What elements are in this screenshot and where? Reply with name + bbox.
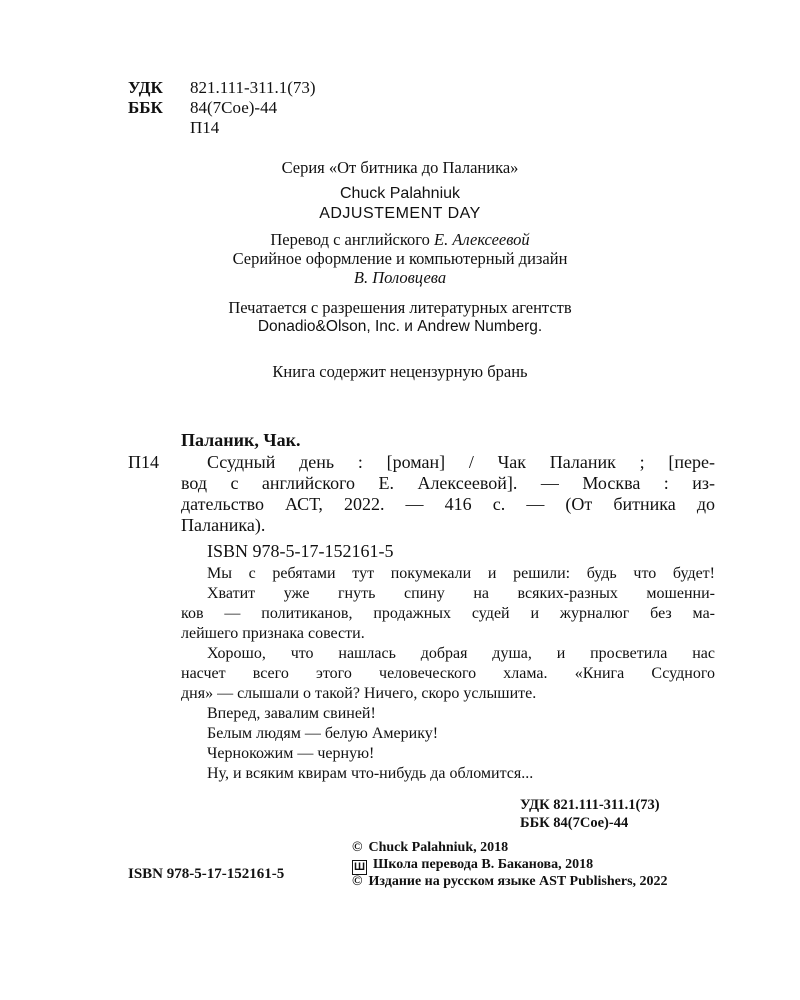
permission-line-1: Печатается с разрешения литературных агентств: [228, 298, 572, 317]
author-mark: [190, 118, 219, 138]
catalog-line-1: Ссудный день : [роман] / Чак Паланик ; [пере-: [207, 452, 715, 472]
translation-label: Перевод с английского: [270, 230, 430, 249]
copyright-edition: [352, 874, 668, 890]
bottom-bbk: ББК 84(7Сое)-44: [520, 815, 629, 831]
annotation-line: лейшего признака совести.: [181, 625, 365, 642]
udk-row: [128, 78, 316, 98]
annotation-line: Хорошо, что нашлась добрая душа, и просветила нас: [207, 645, 715, 662]
translation-credit: [0, 230, 800, 250]
catalog-line-3: дательство АСТ, 2022. — 416 с. — (От битника до: [181, 494, 715, 514]
copyright-icon: ©: [352, 874, 363, 889]
isbn-bottom: ISBN 978-5-17-152161-5: [128, 866, 285, 882]
annotation-line: ков — политиканов, продажных судей и журналюг без ма-: [181, 605, 715, 622]
original-author: Chuck Palahniuk: [339, 185, 461, 202]
annotation-line: Белым людям — белую Америку!: [207, 725, 439, 742]
designer-name: В. Половцева: [353, 268, 447, 287]
catalog-mark: П14: [128, 452, 159, 472]
annotation-line: Чернокожим — черную!: [207, 745, 375, 762]
bbk-value: 84(7Сое)-44: [190, 98, 278, 117]
copyright-author-text: Chuck Palahniuk, 2018: [368, 840, 509, 855]
design-label: Серийное оформление и компьютерный дизайн: [232, 249, 568, 268]
annotation-line: Мы с ребятами тут покумекали и решили: будь что будет!: [207, 565, 715, 582]
original-title: ADJUSTEMENT DAY: [319, 205, 481, 222]
permission-line-2: Donadio&Olson, Inc. и Andrew Numberg.: [257, 318, 543, 335]
annotation-line: дня» — слышали о такой? Ничего, скоро услышите.: [181, 685, 537, 702]
catalog-line-4: Паланика).: [181, 515, 266, 535]
annotation-line: Хватит уже гнуть спину на всяких-разных мошенни-: [207, 585, 715, 602]
author-mark-text: П14: [190, 118, 220, 137]
copyright-author: [352, 840, 508, 856]
annotation-line: Вперед, завалим свиней!: [207, 705, 376, 722]
bbk-row: [128, 98, 277, 118]
content-warning: Книга содержит нецензурную брань: [272, 362, 528, 381]
udk-value: 821.111-311.1(73): [190, 78, 316, 97]
annotation-line: Ну, и всяким квирам что-нибудь да обломится...: [207, 765, 534, 782]
annotation-line: насчет всего этого человеческого хлама. «Книга Ссудного: [181, 665, 715, 682]
publisher-logo-icon: Ш: [353, 861, 366, 873]
copyright-translation: [352, 857, 593, 875]
bottom-udk: УДК 821.111-311.1(73): [520, 797, 660, 813]
copyright-translation-text: Школа перевода В. Баканова, 2018: [373, 857, 594, 872]
udk-label: УДК: [128, 78, 163, 97]
catalog-line-2: вод с английского Е. Алексеевой]. — Москва : из-: [181, 473, 715, 493]
copyright-edition-text: Издание на русском языке AST Publishers, 2022: [368, 874, 668, 889]
catalog-heading: Паланик, Чак.: [181, 430, 301, 450]
bbk-label: ББК: [128, 98, 163, 117]
translator-name: Е. Алексеевой: [434, 230, 530, 249]
copyright-icon: ©: [352, 840, 363, 855]
catalog-isbn: ISBN 978-5-17-152161-5: [207, 541, 394, 561]
series-line: Серия «От битника до Паланика»: [281, 158, 519, 177]
